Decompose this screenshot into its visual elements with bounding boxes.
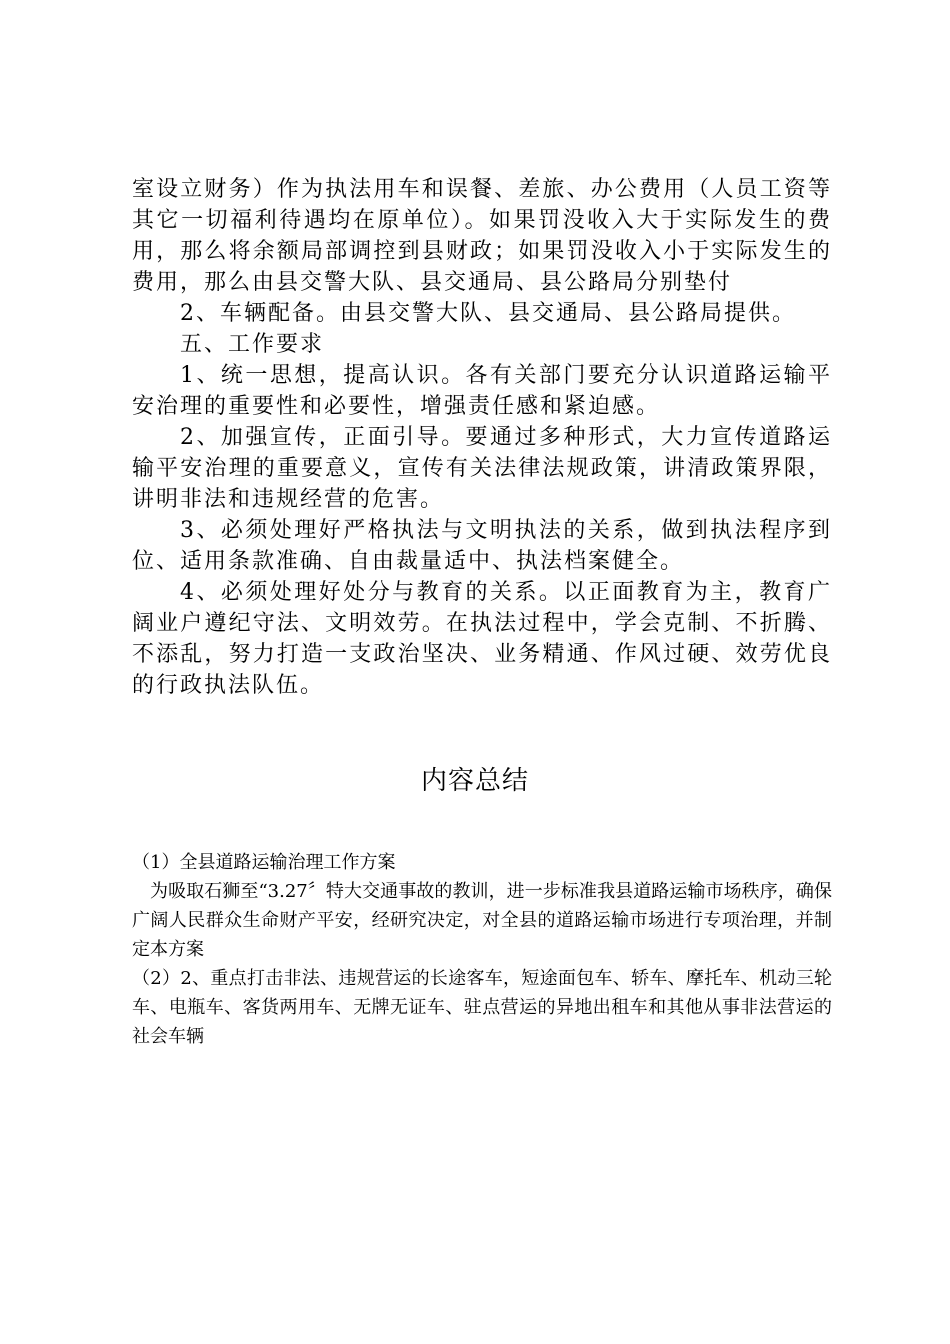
- summary-item-1: （1）全县道路运输治理工作方案: [132, 852, 396, 873]
- document-body: [132, 174, 832, 701]
- paragraph-vehicle-allocation: 2、车辆配备。由县交警大队、县交通局、县公路局提供。: [180, 301, 796, 326]
- summary-item-2: （2）2、重点打击非法、违规营运的长途客车，短途面包车、轿车、摩托车、机动三轮车、电瓶车、客货两用车、无牌无证车、驻点营运的异地出租车和其他从事非法营运的社会车辆: [132, 968, 832, 1047]
- summary-title: 内容总结: [420, 766, 529, 796]
- paragraph-continuation: 室设立财务）作为执法用车和误餐、差旅、办公费用（人员工资等其它一切福利待遇均在原单位）。如果罚没收入大于实际发生的费用，那么将余额局部调控到县财政；如果罚没收入小于实际发生的费用，那么由县交警大队、县交通局、县公路局分别垫付: [132, 177, 832, 295]
- paragraph-requirement-3: 3、必须处理好严格执法与文明执法的关系，做到执法程序到位、适用条款准确、自由裁量适中、执法档案健全。: [132, 518, 832, 574]
- paragraph-requirement-1: 1、统一思想，提高认识。各有关部门要充分认识道路运输平安治理的重要性和必要性，增强责任感和紧迫感。: [132, 363, 832, 419]
- paragraph-requirement-4: 4、必须处理好处分与教育的关系。以正面教育为主，教育广阔业户遵纪守法、文明效劳。在执法过程中，学会克制、不折腾、不添乱，努力打造一支政治坚决、业务精通、作风过硬、效劳优良的行政执法队伍。: [132, 580, 832, 698]
- summary-item-1-body: 为吸取石狮至“3.27〞特大交通事故的教训，进一步标准我县道路运输市场秩序，确保广阔人民群众生命财产平安，经研究决定，对全县的道路运输市场进行专项治理，并制定本方案: [132, 881, 832, 960]
- section-heading-work-requirements: 五、工作要求: [180, 332, 325, 357]
- summary-section: [132, 848, 832, 1051]
- paragraph-requirement-2: 2、加强宣传，正面引导。要通过多种形式，大力宣传道路运输平安治理的重要意义，宣传有关法律法规政策，讲清政策界限，讲明非法和违规经营的危害。: [132, 425, 832, 512]
